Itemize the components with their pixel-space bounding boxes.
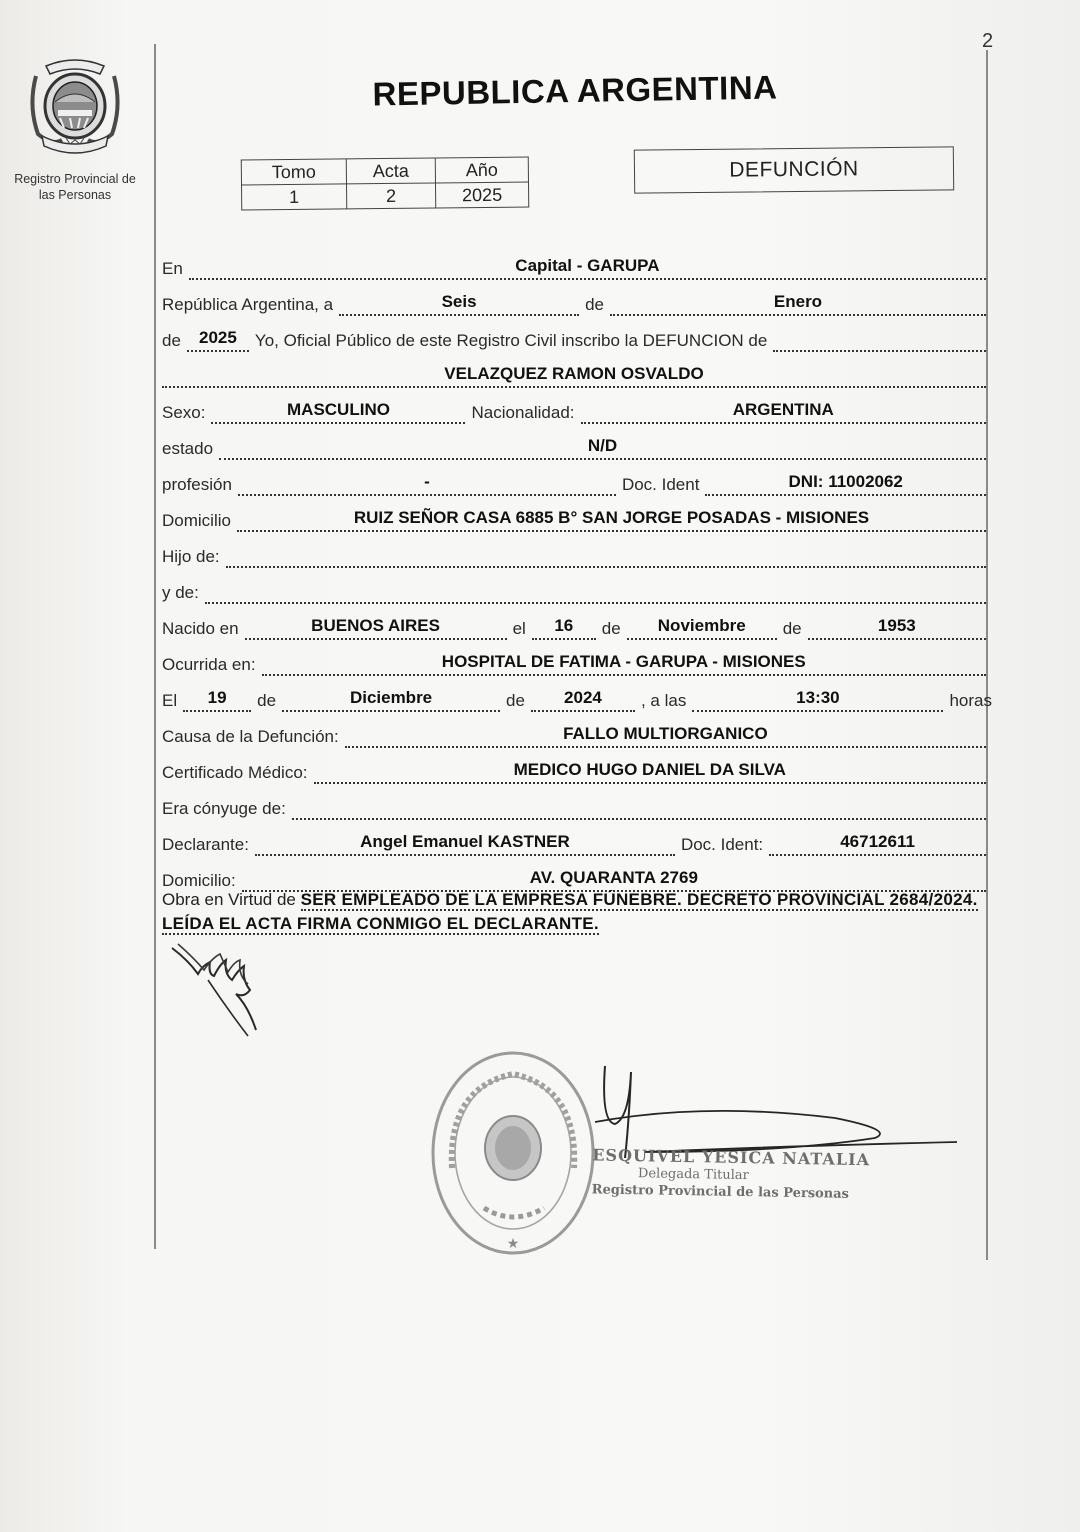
- row-declarante: [162, 824, 992, 860]
- birth-year-field: 1953: [808, 616, 986, 640]
- obra-text: SER EMPLEADO DE LA EMPRESA FÚNEBRE. DECRETO PROVINCIAL 2684/2024. LEÍDA EL ACTA FIRMA CONMIGO EL DECLARANTE.: [162, 890, 978, 933]
- row-deceased-name: [162, 356, 992, 392]
- doc-field: DNI: 11002062: [705, 472, 986, 496]
- record-book-table: [241, 156, 530, 210]
- row-profesion: [162, 464, 992, 500]
- horas-label: horas: [949, 691, 992, 710]
- decl-domicilio-label: Domicilio:: [162, 871, 236, 890]
- row-sex-nationality: [162, 392, 992, 428]
- row-domicilio: [162, 500, 992, 536]
- officer-block: [592, 1145, 893, 1202]
- row-causa: [162, 716, 992, 752]
- birth-de-label-1: de: [601, 619, 621, 638]
- decl-domicilio-field: AV. QUARANTA 2769: [242, 868, 986, 892]
- en-label: En: [162, 259, 183, 278]
- death-month-field: Diciembre: [282, 688, 500, 712]
- profesion-field: -: [238, 472, 616, 496]
- birth-day-field: 16: [532, 616, 596, 640]
- birth-month-field: Noviembre: [627, 616, 777, 640]
- declarant-signature: [168, 940, 288, 1040]
- page-number: 2: [982, 30, 994, 52]
- record-book-value-row: [242, 182, 529, 210]
- row-place: [162, 248, 992, 284]
- row-certificado: [162, 752, 992, 788]
- anio-value: 2025: [435, 182, 528, 208]
- yde-field: [205, 600, 986, 604]
- conyuge-label: Era cónyuge de:: [162, 799, 286, 818]
- alas-label: , a las: [640, 691, 687, 710]
- death-de-label-1: de: [257, 691, 277, 710]
- month-field: Enero: [610, 292, 986, 316]
- causa-label: Causa de la Defunción:: [162, 727, 339, 746]
- sexo-field: MASCULINO: [211, 400, 465, 424]
- domicilio-field: RUIZ SEÑOR CASA 6885 B° SAN JORGE POSADAS - MISIONES: [237, 508, 986, 532]
- de-label: de: [585, 295, 604, 314]
- domicilio-label: Domicilio: [162, 511, 231, 530]
- sexo-label: Sexo:: [162, 403, 206, 422]
- estado-label: estado: [162, 439, 214, 458]
- document-title: REPUBLICA ARGENTINA: [372, 68, 778, 113]
- row-death-date: [162, 680, 992, 716]
- misiones-coat-of-arms-logo: [22, 56, 128, 156]
- birthplace-field: BUENOS AIRES: [245, 616, 507, 640]
- certificado-field: MEDICO HUGO DANIEL DA SILVA: [314, 760, 986, 784]
- record-type-box: DEFUNCIÓN: [634, 146, 954, 193]
- hijo-label: Hijo de:: [162, 547, 220, 566]
- row-conyuge: [162, 788, 992, 824]
- registry-caption: [2, 171, 148, 203]
- el2-label: El: [162, 691, 178, 710]
- row-estado: [162, 428, 992, 464]
- year-field: 2025: [187, 328, 249, 352]
- birth-de-label-2: de: [782, 619, 802, 638]
- day-field: Seis: [339, 292, 579, 316]
- causa-field: FALLO MULTIORGANICO: [345, 724, 986, 748]
- certificado-label: Certificado Médico:: [162, 763, 308, 782]
- left-margin-line: [154, 44, 156, 1249]
- profesion-label: profesión: [162, 475, 232, 494]
- declarante-field: Angel Emanuel KASTNER: [255, 832, 675, 856]
- republica-label: República Argentina, a: [162, 295, 334, 314]
- death-time-field: 13:30: [692, 688, 943, 712]
- registry-caption-line-1: Registro Provincial de: [14, 172, 136, 186]
- tomo-value: 1: [242, 184, 347, 210]
- year-prefix-label: de: [162, 331, 181, 350]
- el-label: el: [512, 619, 526, 638]
- deceased-name-field: VELAZQUEZ RAMON OSVALDO: [162, 364, 986, 388]
- death-day-field: 19: [183, 688, 251, 712]
- ocurrida-label: Ocurrida en:: [162, 655, 256, 674]
- acta-header: Acta: [346, 158, 435, 184]
- officer-registry: Registro Provincial de las Personas: [591, 1182, 850, 1202]
- officer-trailing-field: [773, 348, 986, 352]
- nacionalidad-label: Nacionalidad:: [471, 403, 575, 422]
- registry-caption-line-2: las Personas: [38, 188, 112, 202]
- officer-statement: Yo, Oficial Público de este Registro Civil inscribo la DEFUNCION de: [254, 331, 768, 350]
- row-yde: [162, 572, 992, 608]
- yde-label: y de:: [162, 583, 199, 602]
- declarante-label: Declarante:: [162, 835, 249, 854]
- death-de-label-2: de: [506, 691, 525, 710]
- hijo-field: [226, 564, 986, 568]
- tomo-header: Tomo: [241, 159, 346, 185]
- registry-stamp: [428, 1048, 598, 1258]
- place-field: Capital - GARUPA: [189, 256, 986, 280]
- record-book-header-row: [241, 157, 528, 185]
- officer-role: Delegada Titular: [637, 1166, 749, 1184]
- death-year-field: 2024: [531, 688, 635, 712]
- decl-doc-label: Doc. Ident:: [680, 835, 764, 854]
- nacionalidad-field: ARGENTINA: [581, 400, 987, 424]
- row-hijo: [162, 536, 992, 572]
- obra-label: Obra en Virtud de: [162, 890, 296, 909]
- obra-en-virtud-paragraph: [162, 888, 988, 936]
- row-date: [162, 284, 992, 320]
- estado-field: N/D: [219, 436, 986, 460]
- acta-value: 2: [347, 183, 436, 209]
- doc-label: Doc. Ident: [621, 475, 700, 494]
- nacido-label: Nacido en: [162, 619, 239, 638]
- ocurrida-field: HOSPITAL DE FATIMA - GARUPA - MISIONES: [262, 652, 986, 676]
- row-officer: [162, 320, 992, 356]
- conyuge-field: [292, 816, 986, 820]
- row-nacido: [162, 608, 992, 644]
- svg-text:★: ★: [506, 1236, 520, 1252]
- decl-doc-field: 46712611: [769, 832, 986, 856]
- anio-header: Año: [435, 157, 528, 183]
- officer-name: ESQUIVEL YESICA NATALIA: [592, 1145, 871, 1170]
- row-ocurrida: [162, 644, 992, 680]
- death-record-form: [162, 248, 992, 896]
